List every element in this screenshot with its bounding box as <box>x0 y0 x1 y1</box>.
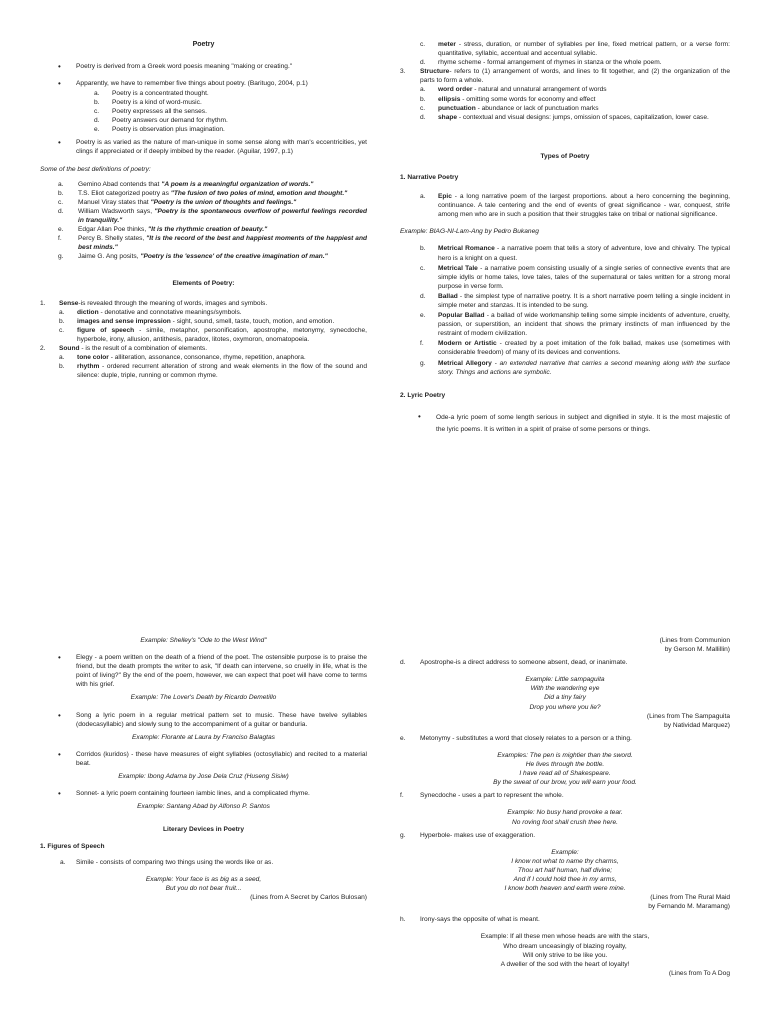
example-line: Example: Florante at Laura by Franciso Balagtas <box>132 733 275 741</box>
credit <box>400 969 730 978</box>
bullet-text: Elegy - a poem written on the death of a friend of the poet. The ostensible purpose is to praise the friend, but the death prompts the writer to ask, "If death can intervene, so cruelly in life, what is the point of living?" By the end of the poem, however, we can expect that poet will have come to terms with his grief. <box>76 654 367 689</box>
bullet-dot: • <box>58 749 61 759</box>
item-text: Poetry is a kind of word-music. <box>112 98 202 106</box>
example-line: Will only strive to be like you. <box>522 951 608 959</box>
list-marker: e. <box>420 312 426 320</box>
list-marker: d. <box>420 59 426 67</box>
example-line: Example: Little sampaguita <box>525 676 605 684</box>
page-2-right-column <box>400 636 730 1024</box>
definition-item <box>40 234 367 252</box>
example-line: Example: Santang Abad by Alfonso P. Santos <box>137 803 270 811</box>
list-marker: a. <box>420 193 426 201</box>
bullet-dot: • <box>58 138 61 148</box>
bullet-item <box>40 750 367 768</box>
credit-line: by Fernando M. Maramang) <box>648 903 730 911</box>
definition-item <box>40 252 367 261</box>
simile-item <box>60 858 367 867</box>
item-text: Percy B. Shelly states, <box>78 235 147 243</box>
example-line: Example: No busy hand provoke a tear. <box>507 809 623 817</box>
elements-title: Elements of Poetry: <box>172 280 235 288</box>
narrative-item <box>420 339 730 357</box>
list-marker: c. <box>420 264 426 272</box>
figure-item <box>400 831 730 840</box>
item-text: - created by a poet imitation of the folk ballad, makes use (sometimes with considerable freedom) of many of its devices and conventions. <box>438 340 730 357</box>
item-quote: "Poetry is the 'essence' of the creative imagination of man." <box>140 253 328 261</box>
example-line: He lives through the bottle. <box>525 761 605 769</box>
list-item <box>94 116 367 125</box>
narrative-item <box>420 264 730 291</box>
list-marker: a. <box>59 354 65 362</box>
figure-item <box>400 658 730 667</box>
bullet-item <box>40 789 367 798</box>
example-line: I know both heaven and earth were mine. <box>504 885 626 893</box>
bullet-item <box>40 62 367 71</box>
item-term: meter <box>438 41 456 48</box>
element-term: Sense <box>59 299 79 307</box>
example-line: Examples: The pen is mightier than the sword. <box>497 751 633 759</box>
credit-line: by Natividad Marquez) <box>664 721 730 729</box>
sense-sub-list <box>59 308 367 344</box>
list-marker: b. <box>94 98 100 106</box>
credit <box>400 712 730 730</box>
list-marker: 2. <box>40 345 46 352</box>
credit-line: (Lines from To A Dog <box>668 969 730 977</box>
example-line: By the sweat of our brow, you will earn your food. <box>493 779 637 787</box>
example-line: Drop you where you lie? <box>529 703 601 711</box>
bullet-text: Sonnet- a lyric poem containing fourteen iambic lines, and a complicated rhyme. <box>76 790 310 798</box>
item-text: - simile, metaphor, personification, apostrophe, metonymy, synecdoche, hyperbole, irony, allusion, antithesis, paradox, litotes, oxymoron, onomatopoeia. <box>77 326 367 343</box>
element-sense <box>40 299 367 308</box>
list-marker: a. <box>420 86 426 94</box>
item-quote: "It is the record of the best and happiest moments of the happiest and best minds." <box>78 235 367 252</box>
element-text: - is the result of a combination of elements. <box>79 345 208 352</box>
bullet-dot: • <box>58 710 61 720</box>
figure-example <box>400 848 730 893</box>
list-marker: f. <box>420 340 424 348</box>
bullet-text: Ode-a lyric poem of some length serious in subject and dignified in style. It is the most majestic of the lyric poems. It is written in a spirit of praise of some persons or things. <box>436 413 730 433</box>
list-item <box>59 317 367 326</box>
item-text: - a narrative poem consisting usually of a single series of connective events that are simple idylls or home tales, love tales, tales of the supernatural or tales written for a strong moral purpose in verse form. <box>438 264 730 290</box>
epic-example: Example: BIAG-NI-Lam-Ang by Pedro Bukaneg <box>400 228 539 236</box>
example-line: Did a tiny fairy <box>544 694 586 702</box>
list-marker: d. <box>420 292 426 300</box>
list-marker: d. <box>94 117 100 125</box>
item-text: - alliteration, assonance, consonance, rhyme, repetition, anaphora. <box>108 354 306 362</box>
list-marker: b. <box>420 95 426 103</box>
lyric-heading: 2. Lyric Poetry <box>400 391 446 399</box>
element-text: -is revealed through the meaning of words, images and symbols. <box>78 299 268 307</box>
narrative-heading: 1. Narrative Poetry <box>400 173 459 181</box>
item-term: Metrical Allegory <box>438 359 492 367</box>
list-item <box>420 58 730 67</box>
item-quote: "Poetry is the union of thoughts and feelings." <box>150 198 297 206</box>
bullet-item <box>40 79 367 88</box>
example-line: Thou art half human, half divine; <box>517 866 613 874</box>
page-1-left-column <box>40 40 367 510</box>
item-text: - a ballad of wide workmanship telling some simple incidents of adventure, cruelty, passion, or superstition, an incident that shows the primary instincts of man influenced by the restraint of modern civilization. <box>438 312 730 338</box>
list-marker: a. <box>58 180 64 188</box>
item-text: - abundance or lack of punctuation marks <box>475 104 599 112</box>
bullet-item <box>40 138 367 156</box>
item-term: rhythm <box>77 363 100 371</box>
list-marker: c. <box>420 41 426 48</box>
list-item <box>420 104 730 113</box>
example-line: Who dream unceasingly of blazing royalty, <box>503 942 627 950</box>
list-marker: d. <box>58 207 64 215</box>
item-term: punctuation <box>438 104 476 112</box>
page-1-right-column <box>400 40 730 510</box>
devices-title: Literary Devices in Poetry <box>163 826 244 834</box>
list-marker: e. <box>58 226 64 234</box>
item-text: T.S. Eliot categorized poetry as <box>78 189 171 197</box>
list-marker: g. <box>420 359 426 367</box>
credit-line: by Gerson M. Mallillin) <box>664 646 730 654</box>
list-item <box>94 125 367 134</box>
item-text: - denotative and connotative meanings/symbols. <box>98 308 242 316</box>
simile-credit: (Lines from A Secret by Carlos Bulosan) <box>250 893 367 901</box>
example-line: With the wandering eye <box>530 685 600 693</box>
ode-example: Example: Shelley's "Ode to the West Wind" <box>140 637 267 644</box>
example-line: Example: The Lover's Death by Ricardo Demetillo <box>130 694 277 702</box>
page-2 <box>0 512 768 1024</box>
item-text: Gemino Abad contends that <box>78 180 162 188</box>
list-item <box>59 362 367 380</box>
item-text: Poetry is observation plus imagination. <box>112 126 225 134</box>
figures-list <box>400 658 730 978</box>
item-text: - the simplest type of narrative poetry. It is a short narrative poem telling a single incident in simple meter and stanzas. It is intended to be sung. <box>438 292 730 309</box>
figure-item <box>400 734 730 743</box>
figure-example <box>400 932 730 968</box>
item-text: Synecdoche - uses a part to represent the whole. <box>420 792 564 800</box>
structure-sub-list <box>420 85 730 121</box>
lyric-types-list <box>40 653 367 811</box>
credit-line: (Lines from The Sampaguita <box>646 712 730 720</box>
item-term: Modern or Artistic <box>438 340 497 348</box>
example-line: Example: If all these men whose heads are with the stars, <box>480 933 650 941</box>
list-marker: f. <box>58 235 62 243</box>
definitions-list <box>40 180 367 262</box>
list-marker: e. <box>400 734 406 742</box>
element-sound <box>40 344 367 353</box>
list-marker: a. <box>59 308 65 316</box>
figure-example <box>400 808 730 826</box>
item-term: Metrical Romance <box>438 245 495 253</box>
list-marker: g. <box>400 831 406 839</box>
list-marker: c. <box>420 104 426 112</box>
list-marker: g. <box>58 253 64 261</box>
definition-item <box>40 198 367 207</box>
types-title: Types of Poetry <box>540 152 590 160</box>
item-text: Jaime G. Ang posits, <box>78 253 141 261</box>
figure-item <box>400 915 730 924</box>
item-term: shape <box>438 113 458 121</box>
narrative-item <box>420 311 730 338</box>
list-item <box>94 98 367 107</box>
narrative-list <box>420 244 730 376</box>
item-term: ellipsis <box>438 95 461 103</box>
item-text: Poetry expresses all the senses. <box>112 108 207 116</box>
example-line: No roving foot shall crush thee here. <box>512 818 618 826</box>
item-term: Metrical Tale <box>438 264 478 272</box>
list-marker: c. <box>58 198 64 206</box>
item-text: - ordered recurrent alteration of strong and weak elements in the flow of the sound and silence: duple, triple, running or common rhyme. <box>77 363 367 380</box>
list-marker: a. <box>94 89 100 97</box>
five-things-list <box>94 89 367 134</box>
element-text: - refers to (1) arrangement of words, and lines to fit together, and (2) the organization of the parts to form a whole. <box>420 68 730 85</box>
item-text: - a long narrative poem of the largest proportions. about a hero concerning the beginning, continuance. A tale centering and the end of events of great significance - war, conquest, strife among men who are in such a position that their struggles take on tribal or national significance. <box>438 193 730 219</box>
list-marker: d. <box>420 113 426 121</box>
item-term: word order <box>438 86 473 94</box>
figures-heading: 1. Figures of Speech <box>40 843 105 851</box>
item-quote: "It is the rhythmic creation of beauty." <box>148 226 268 234</box>
item-text: - stress, duration, or number of syllables per line, fixed metrical pattern, or a verse form: quantitative, syllabic, accentual and accentual syllabic. <box>438 41 730 58</box>
credit-line: (Lines from Communion <box>659 637 730 644</box>
item-term: Popular Ballad <box>438 312 485 320</box>
item-text: - a narrative poem that tells a story of adventure, love and chivalry. The typical hero is a knight on a quest. <box>438 245 730 262</box>
item-text: Edgar Allan Poe thinks, <box>78 226 149 234</box>
item-quote: "The fusion of two poles of mind, emotion and thought." <box>170 189 348 197</box>
bullet-item <box>400 412 730 436</box>
example-line: Example: Your face is as big as a seed, <box>145 875 262 883</box>
item-text: - omitting some words for economy and effect <box>460 95 596 103</box>
list-marker: b. <box>59 317 65 325</box>
list-item <box>59 353 367 362</box>
item-text: Metonymy - substitutes a word that closely relates to a person or a thing. <box>420 734 632 742</box>
figure-example <box>400 675 730 711</box>
list-marker: b. <box>59 363 65 371</box>
definitions-heading: Some of the best definitions of poetry: <box>40 165 151 173</box>
example-line: Example: Ibong Adarna by Jose Dela Cruz (Huseng Sisiw) <box>118 773 289 781</box>
definition-item <box>40 207 367 225</box>
item-quote: "Poetry is the spontaneous overflow of powerful feelings recorded in tranquility." <box>78 207 367 224</box>
item-quote: "A poem is a meaningful organization of words." <box>161 180 314 188</box>
item-term: tone color <box>77 354 109 362</box>
list-marker: 3. <box>400 68 406 76</box>
list-marker: f. <box>400 792 404 800</box>
item-text: Poetry answers our demand for rhythm. <box>112 117 228 125</box>
list-item <box>420 40 730 58</box>
item-text: Simile - consists of comparing two things using the words like or as. <box>76 858 274 866</box>
list-marker: c. <box>94 108 100 116</box>
element-structure <box>400 67 730 85</box>
example-line: I have read all of Shakespeare. <box>519 770 611 778</box>
narrative-item <box>420 292 730 310</box>
credit-line: (Lines from The Rural Maid <box>650 894 730 902</box>
bullet-text: Poetry is derived from a Greek word poesis meaning "making or creating." <box>76 62 293 70</box>
item-term: Ballad <box>438 292 458 300</box>
page-2-left-column <box>40 636 367 1022</box>
list-marker: b. <box>420 245 426 253</box>
poetry-title: Poetry <box>192 41 215 48</box>
example-line: I know not what to name thy charms, <box>511 857 619 865</box>
item-text: - natural and unnatural arrangement of words <box>472 86 607 94</box>
item-text: - sight, sound, smell, taste, touch, motion, and emotion. <box>170 317 335 325</box>
definition-item <box>40 225 367 234</box>
bullet-text: Poetry is as varied as the nature of man-unique in some sense along with man's eccentricities, yet clings if appreciated or if deeply imbibed by the reader. (Aguilar, 1997, p.1) <box>76 139 367 156</box>
list-item <box>420 95 730 104</box>
item-text: Manuel Viray states that <box>78 198 151 206</box>
definition-item <box>40 180 367 189</box>
example-line: And if I could hold thee in my arms, <box>513 875 617 883</box>
item-term: Epic <box>438 193 452 201</box>
list-item <box>420 113 730 122</box>
credit <box>400 893 730 911</box>
item-term: diction <box>77 308 99 316</box>
bullet-dot: • <box>58 789 61 799</box>
item-term: figure of speech <box>77 326 135 334</box>
item-text: - contextual and visual designs: jumps, omission of spaces, capitalization, lower case. <box>457 113 709 121</box>
narrative-item <box>420 359 730 377</box>
item-text: Hyperbole- makes use of exaggeration. <box>420 831 536 839</box>
bullet-text: Song a lyric poem in a regular metrical pattern set to music. These have twelve syllables (dodecasyllabic) and slowly sung to the accompaniment of a guitar or banduria. <box>76 711 367 728</box>
bullet-item <box>40 711 367 729</box>
item-text: Apostrophe-is a direct address to someone absent, dead, or inanimate. <box>420 659 628 667</box>
example-line: Example: <box>551 848 579 856</box>
bullet-dot: • <box>58 61 61 71</box>
sound-continued-list <box>420 40 730 67</box>
item-text: Irony-says the opposite of what is meant. <box>420 916 540 924</box>
example-line: But you do not bear fruit... <box>165 884 242 892</box>
list-item <box>59 326 367 344</box>
narrative-item <box>420 244 730 262</box>
list-item <box>420 85 730 94</box>
list-marker: e. <box>94 126 100 134</box>
item-term: images and sense impression <box>77 317 171 325</box>
definition-item <box>40 189 367 198</box>
bullet-dot: • <box>418 411 421 421</box>
sound-sub-list <box>59 353 367 380</box>
list-marker: c. <box>59 326 65 334</box>
bullet-dot: • <box>58 78 61 88</box>
communion-credit <box>400 636 730 654</box>
list-item <box>94 89 367 98</box>
list-marker: d. <box>400 659 406 667</box>
element-term: Sound <box>59 345 80 352</box>
narrative-item <box>420 192 730 219</box>
element-term: Structure <box>420 68 450 76</box>
list-item <box>59 308 367 317</box>
item-text: - an extended narrative that carries a second meaning along with the surface story. Things and actions are symbolic. <box>438 359 730 376</box>
item-text: William Wadsworth says, <box>78 207 155 215</box>
bullet-text: Corridos (kuridos) - these have measures of eight syllables (octosyllabic) and recited to a material beat. <box>76 750 367 767</box>
figure-example <box>400 751 730 787</box>
bullet-text: Apparently, we have to remember five things about poetry. (Baritugo, 2004, p.1) <box>76 79 308 87</box>
item-text: Poetry is a concentrated thought. <box>112 89 209 97</box>
item-text: rhyme scheme - formal arrangement of rhymes in stanza or the whole poem. <box>438 59 662 67</box>
list-item <box>94 107 367 116</box>
list-marker: b. <box>58 189 64 197</box>
list-marker: h. <box>400 916 406 924</box>
bullet-dot: • <box>58 653 61 663</box>
list-marker: 1. <box>40 299 46 307</box>
list-marker: a. <box>60 858 66 866</box>
simile-example <box>40 875 367 893</box>
example-line: A dweller of the sod with the heart of loyalty! <box>500 960 630 968</box>
bullet-item <box>40 653 367 689</box>
figure-item <box>400 791 730 800</box>
